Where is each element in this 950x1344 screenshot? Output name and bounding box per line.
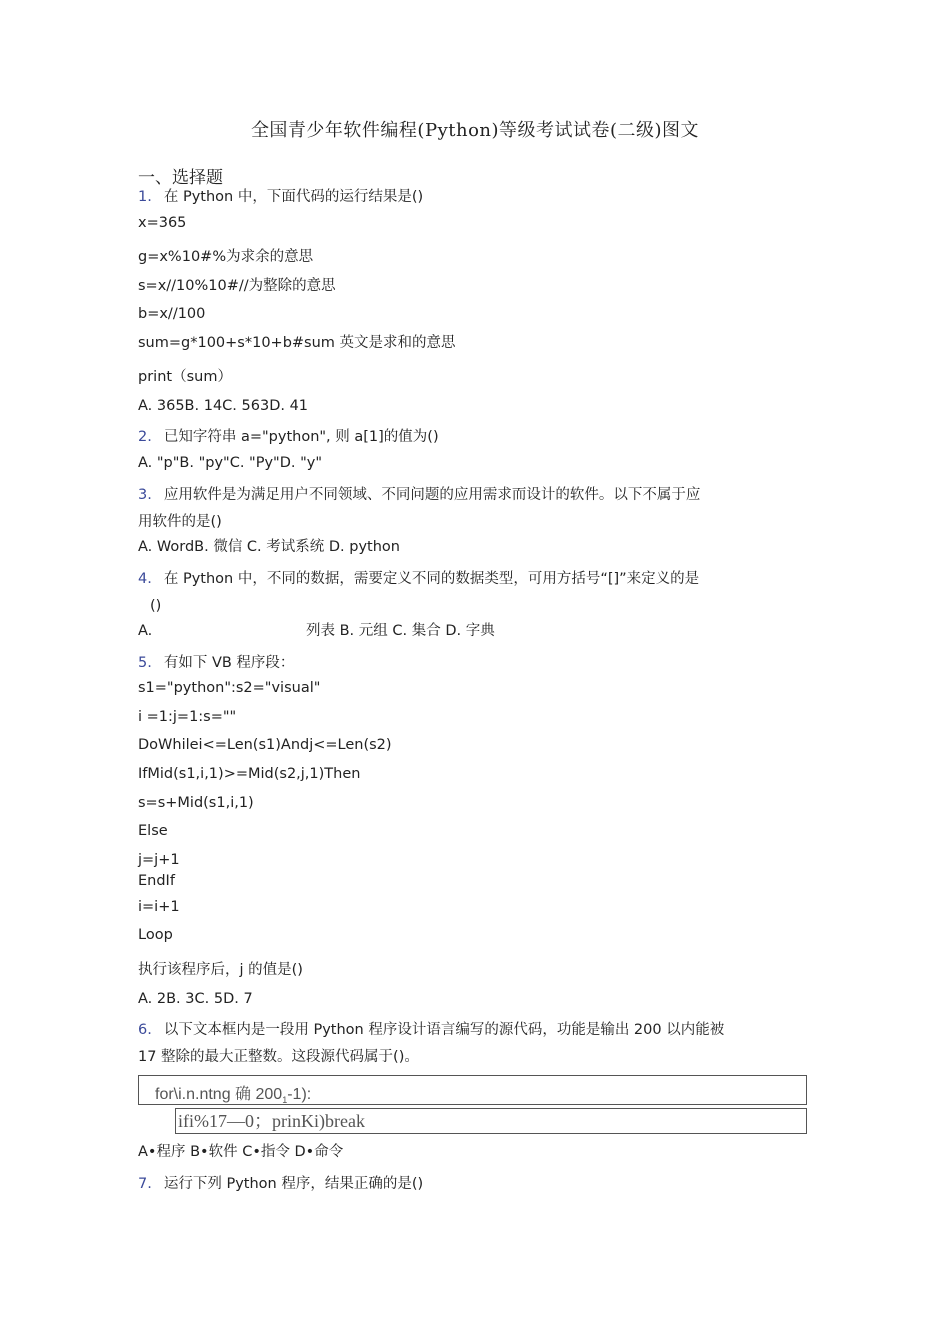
question-number: 1. [138,189,152,205]
question-3 [138,482,808,536]
code-textbox-line-2: ifi%17—0；prinKi)break [175,1108,807,1134]
question-6 [138,1017,808,1071]
code-line: b=x//100 [138,306,206,323]
code-text: -1): [287,1086,312,1104]
question-text: 在 Python 中，不同的数据，需要定义不同的数据类型，可用方括号“[]”来定义的是 [163,570,700,587]
code-line: x=365 [138,214,187,231]
code-line: s=x//10%10#//为整除的意思 [138,277,336,294]
question-text: 应用软件是为满足用户不同领域、不同问题的应用需求而设计的软件。以下不属于应 [163,486,701,503]
answer-options: A. 365B. 14C. 563D. 41 [138,397,309,414]
question-text: 有如下 VB 程序段： [163,654,295,671]
question-number: 4. [138,570,152,587]
code-textbox-line-1 [138,1075,807,1105]
code-line: Else [138,823,168,840]
document-title: 全国青少年软件编程(Python)等级考试试卷(二级)图文 [250,120,700,141]
answer-options: A. "p"B. "py"C. "Py"D. "y" [138,454,323,471]
code-line: Loop [138,927,173,944]
question-text: 以下文本框内是一段用 Python 程序设计语言编写的源代码，功能是输出 200 以内能被 [163,1022,725,1039]
question-text-cont: 17 整除的最大正整数。这段源代码属于()。 [138,1049,419,1066]
answer-options [138,621,808,650]
question-number: 5. [138,654,152,671]
code-line: g=x%10#%为求余的意思 [138,249,314,265]
question-number: 6. [138,1022,152,1039]
question-text: 在 Python 中，下面代码的运行结果是() [163,189,424,205]
question-text: 已知字符串 a="python", 则 a[1]的值为() [163,429,439,446]
code-line: j=j+1 [138,851,180,868]
code-text: for\i.n.ntng 确 200 [155,1086,283,1104]
question-1 [138,184,808,211]
question-number: 2. [138,429,152,446]
code-line: DoWhilei<=Len(s1)Andj<=Len(s2) [138,737,392,754]
question-text: 运行下列 Python 程序，结果正确的是() [163,1175,424,1192]
code-line: s1="python":s2="visual" [138,680,321,697]
question-text-cont: 用软件的是() [138,513,222,530]
option-a-label: A. [138,623,153,640]
question-list [138,184,808,1199]
question-4 [138,566,808,620]
code-line: EndIf [138,872,175,889]
code-line: i =1:j=1:s="" [138,708,237,725]
question-number: 7. [138,1175,152,1192]
answer-options: A. 2B. 3C. 5D. 7 [138,990,253,1007]
options-rest: 列表 B. 元组 C. 集合 D. 字典 [306,623,495,640]
question-text: 执行该程序后，j 的值是() [138,961,303,978]
code-line: s=s+Mid(s1,i,1) [138,794,254,811]
code-subscript: 1 [282,1095,288,1106]
question-5 [138,650,808,677]
code-line: sum=g*100+s*10+b#sum 英文是求和的意思 [138,334,456,351]
answer-options: A•程序 B•软件 C•指令 D•命令 [138,1144,344,1161]
code-line: i=i+1 [138,898,180,915]
question-7 [138,1171,808,1198]
question-2 [138,424,808,451]
section-heading: 一、选择题 [138,168,223,188]
code-line: print（sum） [138,369,232,386]
question-number: 3. [138,486,152,503]
answer-options: A. WordB. 微信 C. 考试系统 D. python [138,539,400,556]
question-text-cont: () [150,597,162,614]
code-line: IfMid(s1,i,1)>=Mid(s2,j,1)Then [138,766,361,783]
